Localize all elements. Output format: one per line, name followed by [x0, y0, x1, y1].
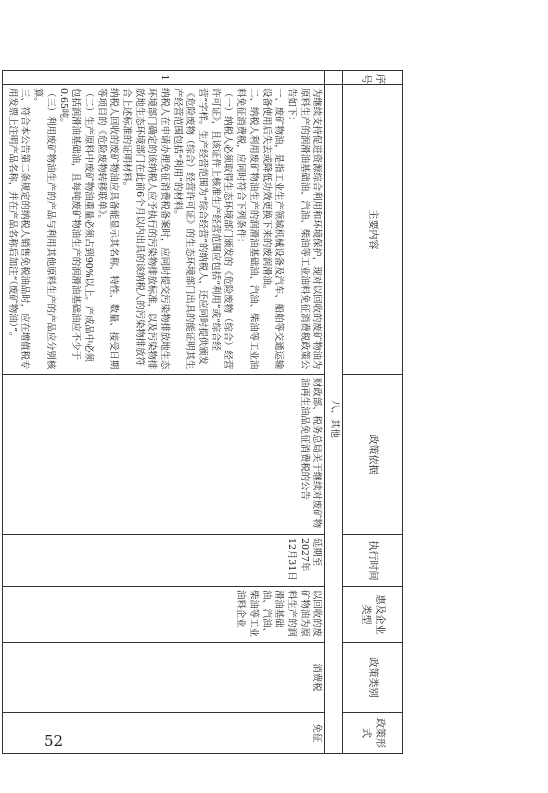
row-enterprise: 以回收的废矿物油为原料生产的润滑油基础油、汽油、柴油等工业油料企业: [3, 587, 325, 643]
page-number: 52: [44, 732, 64, 750]
header-time: 执行时间: [343, 535, 403, 587]
table-row: [3, 71, 325, 754]
content-paragraph: 纳税人回收的废矿物油应具备能显示其名称、特性、数量、接受日期等项目的《危险废物转移联单》。: [95, 88, 120, 370]
header-content: 主要内容: [343, 85, 403, 375]
row-idx: 1: [3, 71, 325, 85]
row-content: [3, 85, 325, 375]
content-paragraph: （三）利用废矿物油生产的产品与利用其他原料生产的产品应分别核算。: [32, 88, 56, 370]
header-category: 政策类别: [343, 643, 403, 713]
row-time: 延期至2027年12月31日: [3, 535, 325, 587]
content-paragraph: 二、纳税人利用废矿物油生产的润滑油基础油、汽油、柴油等工业油料免征消费税，应同时符合下列条件：: [235, 88, 259, 370]
table-header-row: [343, 71, 403, 754]
policy-table: [2, 70, 403, 754]
content-paragraph: 一、废矿物油，是指工业生产领域机械设备及汽车、船舶等交通运输设备使用后失去或降低功效更换下来的废润滑油。: [260, 88, 285, 370]
header-idx: 序号: [343, 71, 403, 85]
section-title: 八、其他: [325, 85, 343, 754]
row-category: 消费税: [3, 643, 325, 713]
content-paragraph: 为继续支持促进资源综合利用和环境保护，现对以回收的废矿物油为原料生产的润滑油基础油、汽油、柴油等工业油料免征消费税政策公告如下：: [285, 88, 323, 370]
content-paragraph: 纳税人在申请办理免征消费税备案时，应同时提交污染物排放地生态环境部门确定的该纳税人应予执行的污染物排放标准，以及污染物排放地生态环境部门在此前6个月以内出具的该纳税人的污染物排放符合上述标准的证明材料。: [121, 88, 171, 370]
header-enterprise: 惠及企业类型: [343, 587, 403, 643]
content-paragraph: （二）生产原料中废矿物油重量必须占到90%以上。产成品中必须包括润滑油基础油，且每吨废矿物油生产的润滑油基础油应不少于0.65吨。: [57, 88, 94, 362]
row-basis: 财政部、税务总局关于继续对废矿物油再生油品免征消费税的公告: [3, 375, 325, 535]
header-basis: 政策依据: [343, 375, 403, 535]
rotated-policy-table: [6, 70, 403, 753]
section-idx: [325, 71, 343, 85]
header-form: 政策形式: [343, 713, 403, 754]
content-paragraph: 三、符合本公告第二条规定的纳税人销售免税油品时，应在增值税专用发票上注明产品名称，并在产品名称后加注“（废矿物油）”。: [6, 88, 31, 370]
content-paragraph: （一）纳税人必须取得生态环境部门颁发的《危险废物（综合）经营许可证》，且该证件上核准生产经营范围应包括“利用”或“综合经营”字样。生产经营范围为“综合经营”的纳税人，还应同时提供颁发《危险废物（综合）经营许可证》的生态环境部门出具的能证明其生产经营范围包括“利用”的材料。: [171, 88, 234, 370]
section-row: [325, 71, 343, 754]
row-form: 免征: [3, 713, 325, 754]
